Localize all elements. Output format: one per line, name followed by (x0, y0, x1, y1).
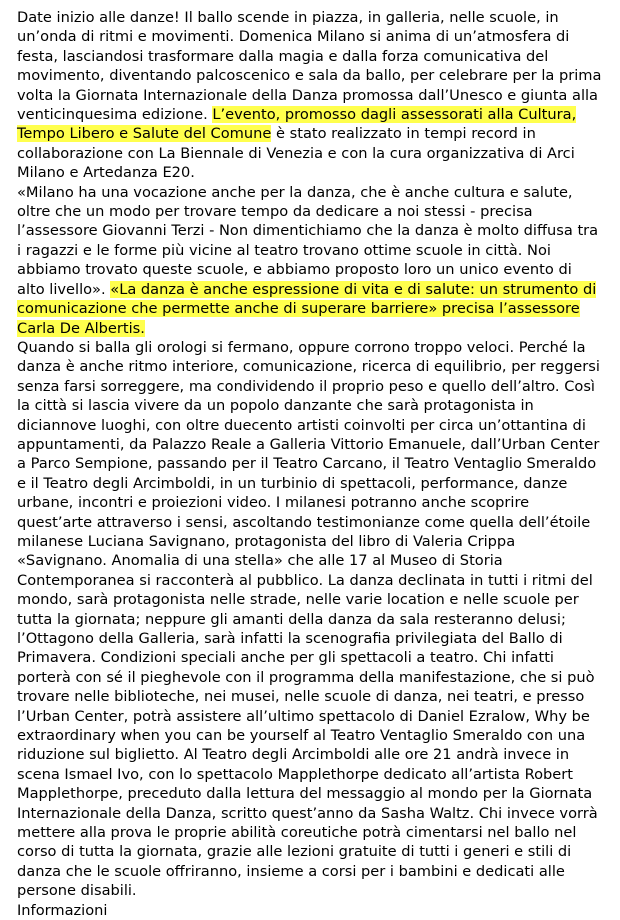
paragraph-intro-text: Date inizio alle danze! Il ballo scende in piazza, in galleria, nelle scuole, in un’onda di ritmi e movimenti. Domenica Milano si anima di un’atmosfera di festa, lasciandosi trasformare dalla magia e dalla forza comunicativa del movimento, diventando palcoscenico e sala da ballo, per celebrare per la prima volta la Giornata Internazionale della Danza promossa dall’Unesco e giunta alla venticinquesima edizione. (17, 9, 602, 124)
paragraph-quote-text: «Milano ha una vocazione anche per la danza, che è anche cultura e salute, oltre che un modo per trovare tempo da dedicare a noi stessi - precisa l’assessore Giovanni Terzi - Non dimentichiamo che la danza è molto diffusa tra i ragazzi e le forme più vicine al teatro trovano ottime scuole in città. Noi abbiamo trovato queste scuole, e abbiamo proposto loro un unico evento di alto livello». (17, 183, 599, 298)
highlighted-quote-de-albertis: «La danza è anche espressione di vita e di salute: un strumento di comunicazione che permette anche di superare barriere» precisa l’assessore Carla De Albertis. (17, 280, 597, 337)
paragraph-intro (17, 8, 604, 183)
paragraph-intro-text-end: è stato realizzato in tempi record in collaborazione con La Biennale di Venezia e con la cura organizzativa di Arci Milano e Artedanza E20. (17, 125, 575, 182)
informazioni-label: Informazioni (17, 901, 108, 919)
paragraph-quote (17, 183, 604, 338)
highlighted-text-event-promoters: L’evento, promosso dagli assessorati alla Cultura, Tempo Libero e Salute del Comune (17, 106, 577, 143)
paragraph-program: Quando si balla gli orologi si fermano, oppure corrono troppo veloci. Perché la danza è anche ritmo interiore, comunicazione, ricerca di equilibrio, per reggersi senza farsi sorreggere, ma condividendo il proprio peso e quello dell’altro. Così la città si lascia vivere da un popolo danzante che sarà protagonista in diciannove luoghi, con oltre duecento artisti coinvolti per circa un’ottantina di appuntamenti, da Palazzo Reale a Galleria Vittorio Emanuele, dall’Urban Center a Parco Sempione, passando per il Teatro Carcano, il Teatro Ventaglio Smeraldo e il Teatro degli Arcimboldi, in un turbinio di spettacoli, performance, danze urbane, incontri e proiezioni video. I milanesi potranno anche scoprire quest’arte attraverso i sensi, ascoltando testimonianze come quella dell’étoile milanese Luciana Savignano, protagonista del libro di Valeria Crippa «Savignano. Anomalia di una stella» che alle 17 al Museo di Storia Contemporanea si racconterà al pubblico. La danza declinata in tutti i ritmi del mondo, sarà protagonista nelle strade, nelle varie location e nelle scuole per tutta la giornata; neppure gli amanti della danza da sala resteranno delusi; l’Ottagono della Galleria, sarà infatti la scenografia privilegiata del Ballo di Primavera. Condizioni speciali anche per gli spettacoli a teatro. Chi infatti porterà con sé il pieghevole con il programma della manifestazione, che si può trovare nelle biblioteche, nei musei, nelle scuole di danza, nei teatri, e presso l’Urban Center, potrà assistere all’ultimo spettacolo di Daniel Ezralow, Why be extraordinary when you can be yourself al Teatro Ventaglio Smeraldo con una riduzione sul biglietto. Al Teatro degli Arcimboldi alle ore 21 andrà invece in scena Ismael Ivo, con lo spettacolo Mapplethorpe dedicato all’artista Robert Mapplethorpe, preceduto dalla lettura del messaggio al mondo per la Giornata Internazionale della Danza, scritto quest’anno da Sasha Waltz. Chi invece vorrà mettere alla prova le proprie abilità coreutiche potrà cimentarsi nel ballo nel corso di tutta la giornata, grazie alle lezioni gratuite di tutti i generi e stili di danza che le scuole offriranno, insieme a corsi per i bambini e dedicati alle persone disabili. (17, 338, 600, 900)
